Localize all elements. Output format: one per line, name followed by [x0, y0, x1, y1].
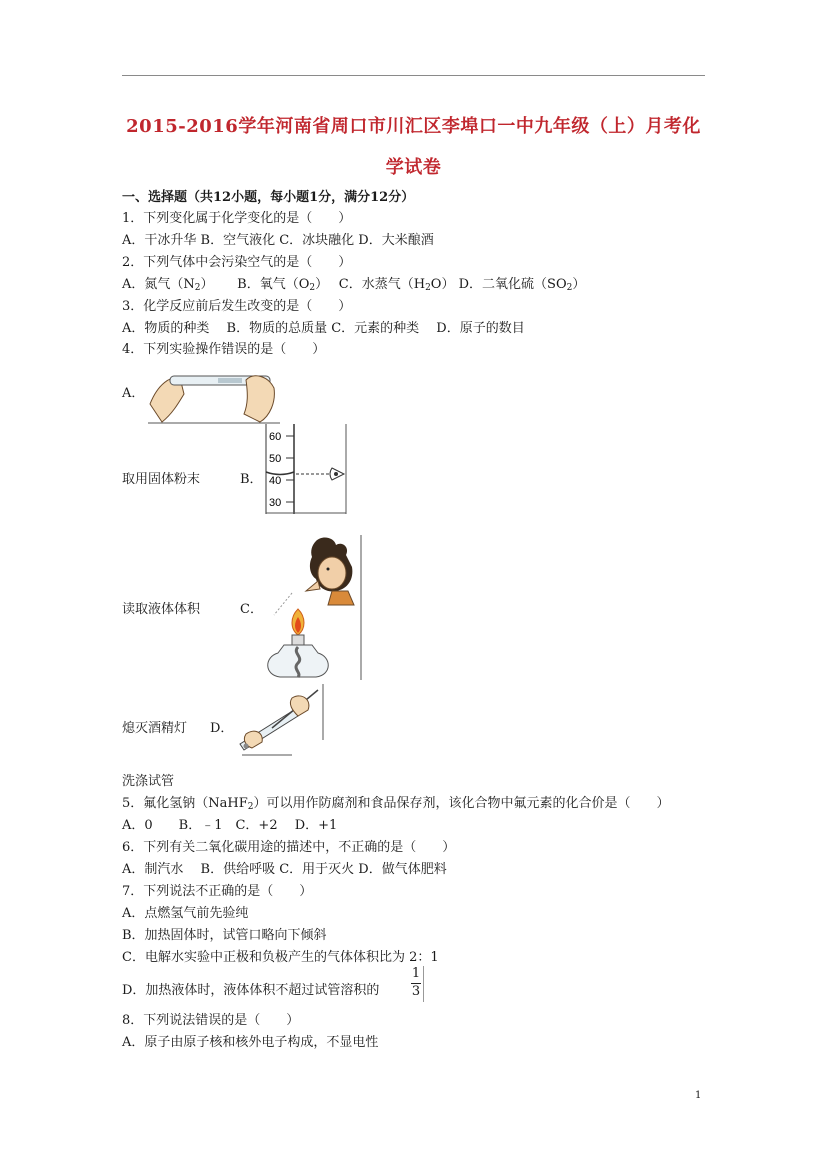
question-6-stem: 6．下列有关二氧化碳用途的描述中，不正确的是（ ） [122, 840, 456, 855]
question-8-stem: 8．下列说法错误的是（ ） [122, 1013, 300, 1028]
question-5-stem: 5．氟化氢钠（NaHF$_2$）可以用作防腐剂和食品保存剂，该化合物中氟元素的化合价是（ ） [122, 796, 670, 812]
test-tube-washing-figure [232, 684, 324, 756]
question-3-stem: 3．化学反应前后发生改变的是（ ） [122, 299, 352, 314]
option-a-label: A． [122, 386, 145, 401]
option-c-caption: 熄灭酒精灯 [122, 721, 188, 736]
option-c: C．水蒸气$(H_2O)$ [338, 277, 455, 293]
question-3-options: A．物质的种类 B．物质的总质量 C．元素的种类 D．原子的数目 [122, 321, 525, 336]
option-d-label: D． [210, 721, 234, 736]
header-rule [122, 75, 705, 76]
page-number: 1 [695, 1090, 702, 1101]
option-d-caption: 洗涤试管 [122, 774, 175, 789]
question-1-options: A．干冰升华 B．空气液化 C．冰块融化 D．大米酿酒 [122, 233, 434, 248]
question-2-stem: 2．下列气体中会污染空气的是（ ） [122, 255, 352, 270]
question-7-option-d: D．加热液体时，液体体积不超过试管溶积的 [122, 983, 380, 998]
graduated-cylinder-figure [262, 424, 348, 514]
question-6-options: A．制汽水 B．供给呼吸 C．用于灭火 D．做气体肥料 [122, 862, 447, 877]
page-title-continued: 学试卷 [385, 157, 442, 178]
tick-40: 40 [269, 475, 282, 487]
option-d: D．二氧化硫$(SO_2)$ [458, 277, 586, 293]
question-7-option-a: A．点燃氢气前先验纯 [122, 906, 249, 921]
question-5-options: A．0 B．﹣1 C．+2 D．+1 [122, 818, 338, 833]
option-b-caption: 读取液体体积 [122, 602, 201, 617]
test-tube-powder-figure [148, 364, 280, 424]
question-8-option-a: A．原子由原子核和核外电子构成，不显电性 [122, 1035, 379, 1050]
question-1-stem: 1．下列变化属于化学变化的是（ ） [122, 211, 352, 226]
option-b: B．氧气$(O_2)$ [237, 277, 322, 293]
tick-60: 60 [269, 431, 282, 443]
question-7-stem: 7．下列说法不正确的是（ ） [122, 884, 313, 899]
option-c-label: C． [240, 602, 263, 617]
question-2-options [122, 277, 585, 296]
fraction-numerator: 1 [411, 966, 421, 981]
tick-30: 30 [269, 497, 282, 509]
question-7-option-c: C．电解水实验中正极和负极产生的气体体积比为 2：1 [122, 950, 439, 965]
option-b-label: B． [240, 472, 263, 487]
tick-50: 50 [269, 453, 282, 465]
option-a-caption: 取用固体粉末 [122, 472, 201, 487]
section-heading: 一、选择题（共12小题，每小题1分，满分12分） [122, 190, 415, 205]
alcohol-lamp-figure [262, 535, 362, 680]
question-7-option-b: B．加热固体时，试管口略向下倾斜 [122, 928, 327, 943]
question-4-stem: 4．下列实验操作错误的是（ ） [122, 342, 326, 357]
option-a: A．氮气$(N_2)$ [122, 277, 208, 293]
page-title: 2015-2016学年河南省周口市川汇区李埠口一中九年级（上）月考化 [126, 116, 701, 137]
fraction-denominator: 3 [411, 984, 421, 999]
fraction-one-third [410, 966, 424, 1002]
